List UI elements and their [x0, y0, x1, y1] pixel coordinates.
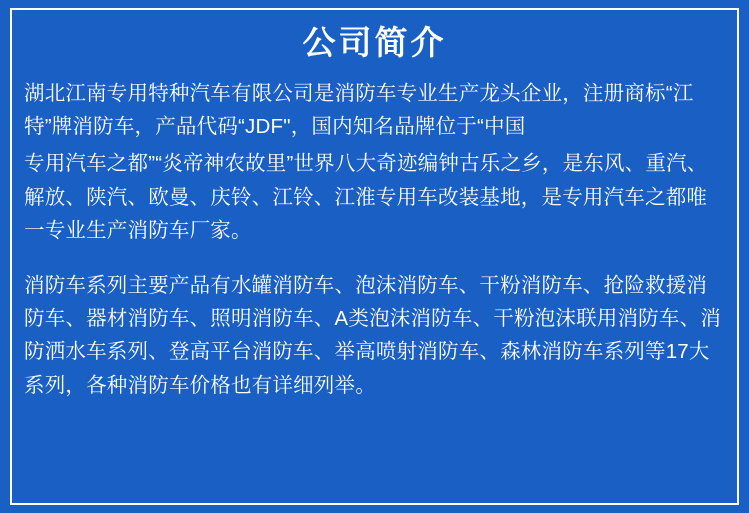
paragraph-spacer	[24, 247, 725, 269]
paragraph-3: 消防车系列主要产品有水罐消防车、泡沫消防车、干粉消防车、抢险救援消防车、器材消防车、照明消防车、A类泡沫消防车、干粉泡沫联用消防车、消防洒水车系列、登高平台消防车、举高喷射消防车、森林消防车系列等17大系列，各种消防车价格也有详细列举。	[24, 273, 721, 397]
paragraph-1: 湖北江南专用特种汽车有限公司是消防车专业生产龙头企业，注册商标“江特”牌消防车，产品代码“JDF"，国内知名品牌位于“中国	[24, 81, 694, 139]
paragraph-2: 专用汽车之都”“炎帝神农故里”世界八大奇迹编钟古乐之乡，是东风、重汽、解放、陕汽、欧曼、庆铃、江铃、江淮专用车改装基地，是专用汽车之都唯一专业生产消防车厂家。	[24, 152, 708, 242]
page-title: 公司简介	[302, 24, 447, 61]
